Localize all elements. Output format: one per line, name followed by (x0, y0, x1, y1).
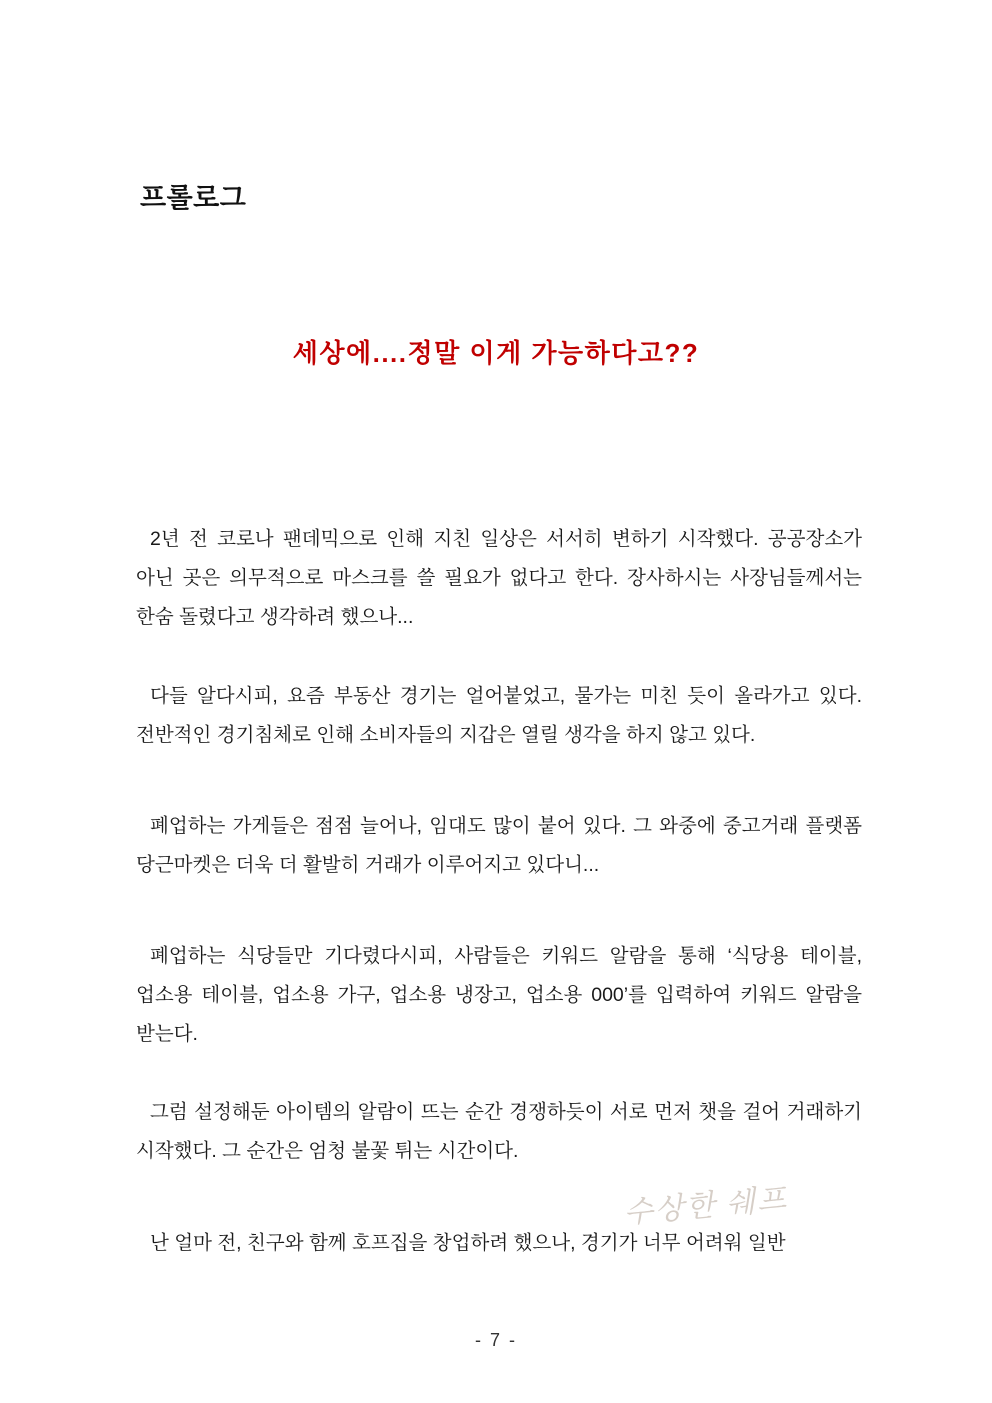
body-paragraph: 그럼 설정해둔 아이템의 알람이 뜨는 순간 경쟁하듯이 서로 먼저 챗을 걸어 거래하기 시작했다. 그 순간은 엄청 불꽃 튀는 시간이다. (136, 1100, 862, 1162)
body-paragraph: 폐업하는 가게들은 점점 늘어나, 임대도 많이 붙어 있다. 그 와중에 중고거래 플랫폼 당근마켓은 더욱 더 활발히 거래가 이루어지고 있다니... (136, 814, 862, 876)
page-number: - 7 - (474, 1330, 517, 1350)
body-paragraph: 폐업하는 식당들만 기다렸다시피, 사람들은 키워드 알람을 통해 ‘식당용 테이블, 업소용 테이블, 업소용 가구, 업소용 냉장고, 업소용 000’를 입력하여 키워드 알람을 받는다. (136, 944, 862, 1045)
body-paragraph: 난 얼마 전, 친구와 함께 호프집을 창업하려 했으나, 경기가 너무 어려워 일반 (150, 1231, 786, 1254)
headline-text: 세상에....정말 이게 가능하다고?? (292, 338, 700, 368)
body-paragraph: 2년 전 코로나 팬데믹으로 인해 지친 일상은 서서히 변하기 시작했다. 공공장소가 아닌 곳은 의무적으로 마스크를 쓸 필요가 없다고 한다. 장사하시는 사장님들께서는 한숨 돌렸다고 생각하려 했으나... (136, 527, 862, 628)
watermark-text: 수상한 쉐프 (622, 1182, 790, 1230)
chapter-title: 프롤로그 (140, 183, 247, 214)
body-paragraph: 다들 알다시피, 요즘 부동산 경기는 얼어붙었고, 물가는 미친 듯이 올라가고 있다. 전반적인 경기침체로 인해 소비자들의 지갑은 열릴 생각을 하지 않고 있다. (136, 684, 862, 746)
